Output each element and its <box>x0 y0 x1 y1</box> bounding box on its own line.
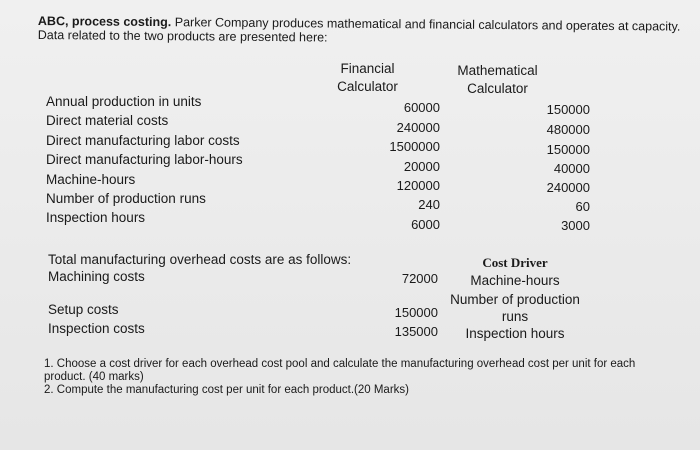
row-label: Inspection hours <box>46 210 146 225</box>
intro-title: ABC, process costing. <box>37 14 172 30</box>
overhead-amount: 72000 <box>401 271 438 286</box>
financial-value: 240000 <box>396 120 440 135</box>
cost-driver-setup-line1: Number of production <box>450 292 580 307</box>
row-label: Number of production runs <box>46 191 206 206</box>
intro-text: Parker Company produces mathematical and financial calculators and operates at capacity. <box>171 15 681 34</box>
questions <box>44 358 664 397</box>
mathematical-value: 60 <box>575 199 590 214</box>
financial-value: 20000 <box>403 159 440 174</box>
cost-driver: Inspection hours <box>465 326 565 341</box>
overhead-heading: Total manufacturing overhead costs are as follows: <box>48 252 352 267</box>
financial-value: 120000 <box>396 178 440 193</box>
financial-value: 6000 <box>411 217 440 232</box>
financial-value: 1500000 <box>389 139 440 154</box>
question-line: 1. Choose a cost driver for each overhead cost pool and calculate the manufacturing overhead cost per unit for each <box>44 358 636 370</box>
mathematical-value: 3000 <box>561 218 590 233</box>
question-line: product. (40 marks) <box>44 371 144 383</box>
overhead-label: Machining costs <box>48 269 145 284</box>
financial-header-line1: Financial <box>340 61 395 76</box>
cost-driver-header: Cost Driver <box>482 255 548 270</box>
financial-column-header <box>330 60 405 96</box>
financial-value: 60000 <box>403 100 440 115</box>
mathematical-header-line1: Mathematical <box>457 63 538 78</box>
mathematical-value: 240000 <box>546 180 590 195</box>
row-label: Direct manufacturing labor costs <box>46 133 240 148</box>
overhead-amount: 135000 <box>394 324 438 339</box>
mathematical-value: 150000 <box>546 102 590 117</box>
overhead-label: Setup costs <box>48 302 119 317</box>
question-line: 2. Compute the manufacturing cost per unit for each product.(20 Marks) <box>44 384 409 396</box>
cost-driver: Machine-hours <box>470 273 560 288</box>
financial-header-line2: Calculator <box>337 79 398 94</box>
mathematical-value: 150000 <box>546 142 590 157</box>
cost-driver-setup-line2: runs <box>501 309 529 324</box>
row-label: Machine-hours <box>46 172 136 187</box>
row-label: Annual production in units <box>46 94 202 109</box>
mathematical-value: 40000 <box>553 161 590 176</box>
overhead-amount: 150000 <box>394 305 438 320</box>
financial-value: 240 <box>418 197 440 212</box>
row-label: Direct material costs <box>46 113 169 128</box>
mathematical-column-header <box>450 62 545 98</box>
row-label: Direct manufacturing labor-hours <box>46 152 243 167</box>
mathematical-header-line2: Calculator <box>467 81 528 96</box>
mathematical-value: 480000 <box>546 122 590 137</box>
intro-line-2: Data related to the two products are presented here: <box>37 27 328 45</box>
overhead-label: Inspection costs <box>48 321 145 336</box>
intro-paragraph <box>38 14 688 48</box>
